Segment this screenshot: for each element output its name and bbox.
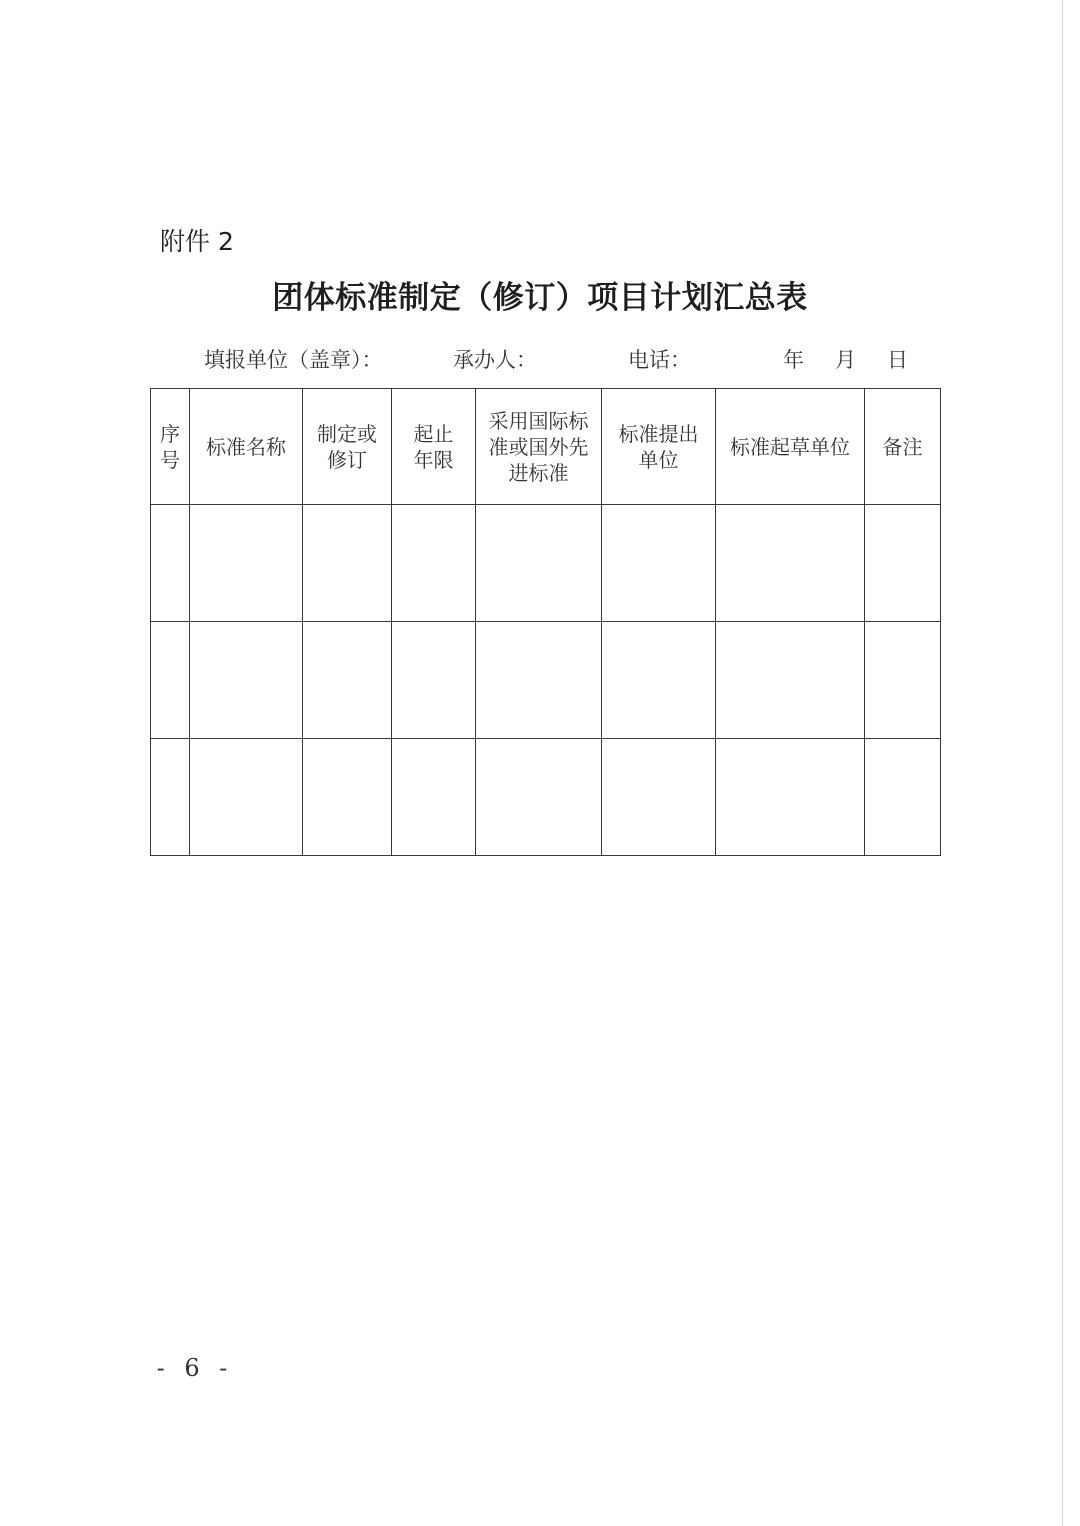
field-handler: 承办人： xyxy=(453,348,537,372)
document-title: 团体标准制定（修订）项目计划汇总表 xyxy=(272,280,808,316)
table-cell xyxy=(716,505,865,622)
table-cell xyxy=(190,739,303,856)
table-cell xyxy=(716,739,865,856)
table-cell xyxy=(865,622,941,739)
header-formulate-or-revise: 制定或修订 xyxy=(303,389,392,505)
table-cell xyxy=(151,505,190,622)
table-cell xyxy=(716,622,865,739)
header-drafting-unit: 标准起草单位 xyxy=(716,389,865,505)
table-header-row xyxy=(151,389,941,505)
table-cell xyxy=(151,739,190,856)
table-cell xyxy=(303,505,392,622)
header-remarks: 备注 xyxy=(865,389,941,505)
header-standard-name: 标准名称 xyxy=(190,389,303,505)
table-row xyxy=(151,505,941,622)
table-cell xyxy=(190,622,303,739)
field-filling-unit: 填报单位（盖章）： xyxy=(204,348,383,372)
table-cell xyxy=(303,739,392,856)
table-cell xyxy=(476,739,602,856)
table-cell xyxy=(392,505,476,622)
table-row xyxy=(151,739,941,856)
header-proposing-unit: 标准提出单位 xyxy=(602,389,716,505)
field-month: 月 xyxy=(835,348,856,372)
table-cell xyxy=(602,622,716,739)
table-cell xyxy=(865,505,941,622)
field-phone: 电话： xyxy=(628,348,691,372)
table-cell xyxy=(190,505,303,622)
attachment-label: 附件 2 xyxy=(160,227,234,256)
table-cell xyxy=(602,505,716,622)
table-cell xyxy=(865,739,941,856)
header-seq: 序号 xyxy=(151,389,190,505)
table-row xyxy=(151,622,941,739)
page-edge xyxy=(1062,0,1063,1526)
page-number: - 6 - xyxy=(156,1354,234,1382)
table-cell xyxy=(303,622,392,739)
header-international-standard: 采用国际标准或国外先进标准 xyxy=(476,389,602,505)
table-cell xyxy=(602,739,716,856)
table-cell xyxy=(476,622,602,739)
table-cell xyxy=(392,622,476,739)
table-cell xyxy=(151,622,190,739)
header-period: 起止年限 xyxy=(392,389,476,505)
plan-summary-table xyxy=(150,388,941,856)
field-day: 日 xyxy=(887,348,908,372)
table-cell xyxy=(392,739,476,856)
table-cell xyxy=(476,505,602,622)
field-year: 年 xyxy=(783,348,804,372)
